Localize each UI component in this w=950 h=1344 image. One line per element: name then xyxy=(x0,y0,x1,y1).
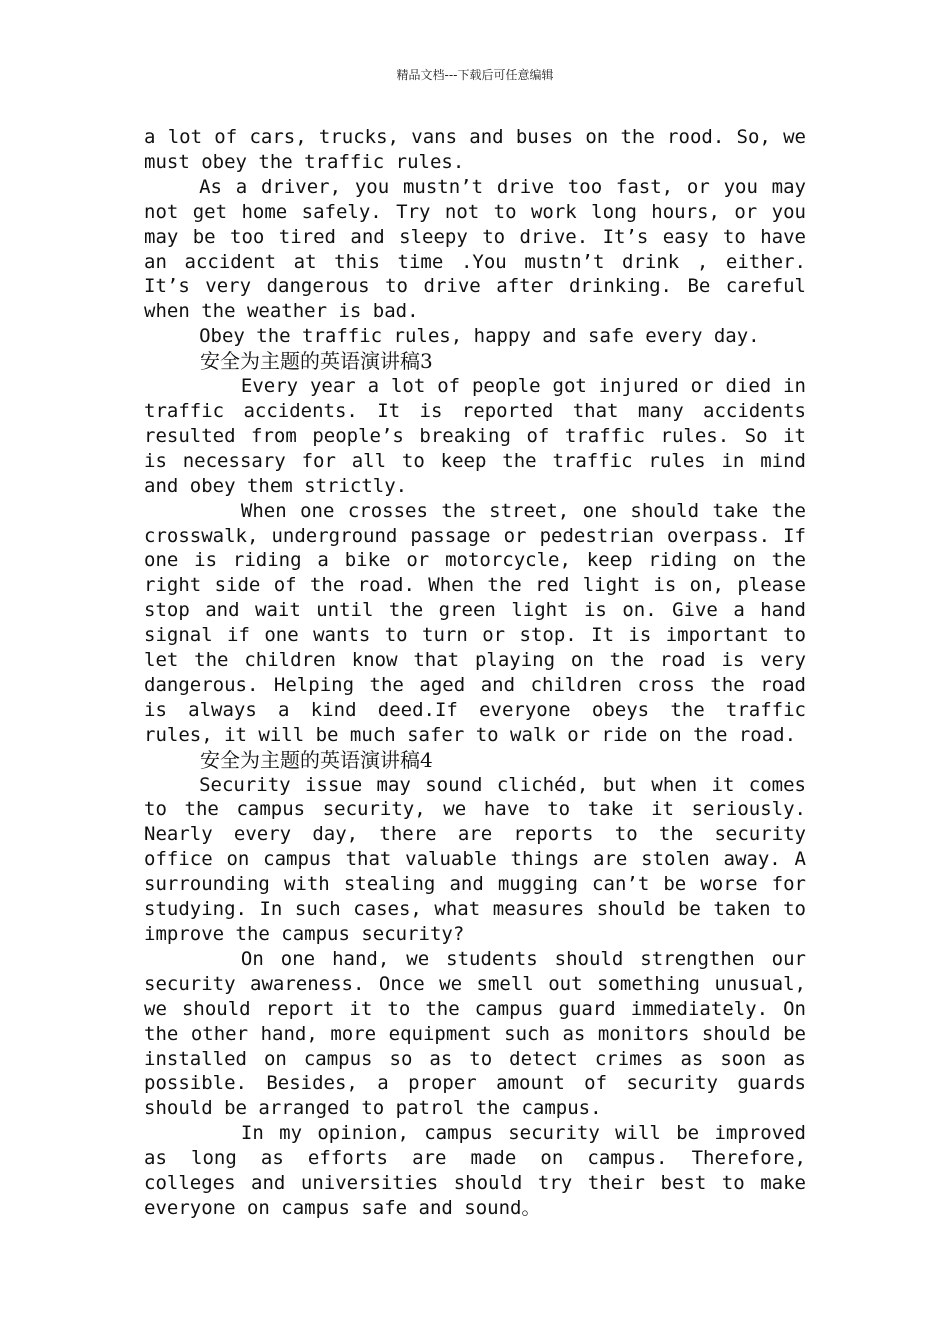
section-heading-4: 安全为主题的英语演讲稿4 xyxy=(200,747,433,772)
paragraph-opinion: In my opinion, campus security will be improved as long as efforts are made on campus. Therefore, colleges and universities should try their best to make everyone on campus safe and sound。 xyxy=(144,1122,806,1219)
paragraph-continuation: a lot of cars, trucks, vans and buses on the rood. So, we must obey the traffic rules. xyxy=(144,126,806,173)
paragraph-obey: Obey the traffic rules, happy and safe every day. xyxy=(199,325,760,348)
paragraph-accidents: Every year a lot of people got injured or died in traffic accidents. It is reported that many accidents resulted from people’s breaking of traffic rules. So it is necessary for all to keep the traffic rules in mind and obey them strictly. xyxy=(144,375,806,497)
paragraph-crossing: When one crosses the street, one should take the crosswalk, underground passage or pedestrian overpass. If one is riding a bike or motorcycle, keep riding on the right side of the road. When the red light is on, please stop and wait until the green light is on. Give a hand signal if one wants to turn or stop. It is important to let the children know that playing on the road is very dangerous. Helping the aged and children cross the road is always a kind deed.If everyone obeys the traffic rules, it will be much safer to walk or ride on the road. xyxy=(144,499,806,746)
paragraph-security-issue: Security issue may sound clichéd, but when it comes to the campus security, we have to take it seriously. Nearly every day, there are reports to the security office on campus that valuable things are stolen away. A surrounding with stealing and mugging can’t be worse for studying. In such cases, what measures should be taken to improve the campus security? xyxy=(144,773,806,945)
document-body xyxy=(144,125,806,1221)
paragraph-driver: As a driver, you mustn’t drive too fast, or you may not get home safely. Try not to work long hours, or you may be too tired and sleepy to drive. It’s easy to have an accident at this time .You mustn’t drink , either. It’s very dangerous to drive after drinking. Be careful when the weather is bad. xyxy=(144,175,806,323)
section-heading-3: 安全为主题的英语演讲稿3 xyxy=(200,349,433,374)
paragraph-one-hand: On one hand, we students should strengthen our security awareness. Once we smell out something unusual, we should report it to the campus guard immediately. On the other hand, more equipment such as monitors should be installed on campus so as to detect crimes as soon as possible. Besides, a proper amount of security guards should be arranged to patrol the campus. xyxy=(144,947,806,1120)
page-header: 精品文档---下载后可任意编辑 xyxy=(396,68,554,82)
